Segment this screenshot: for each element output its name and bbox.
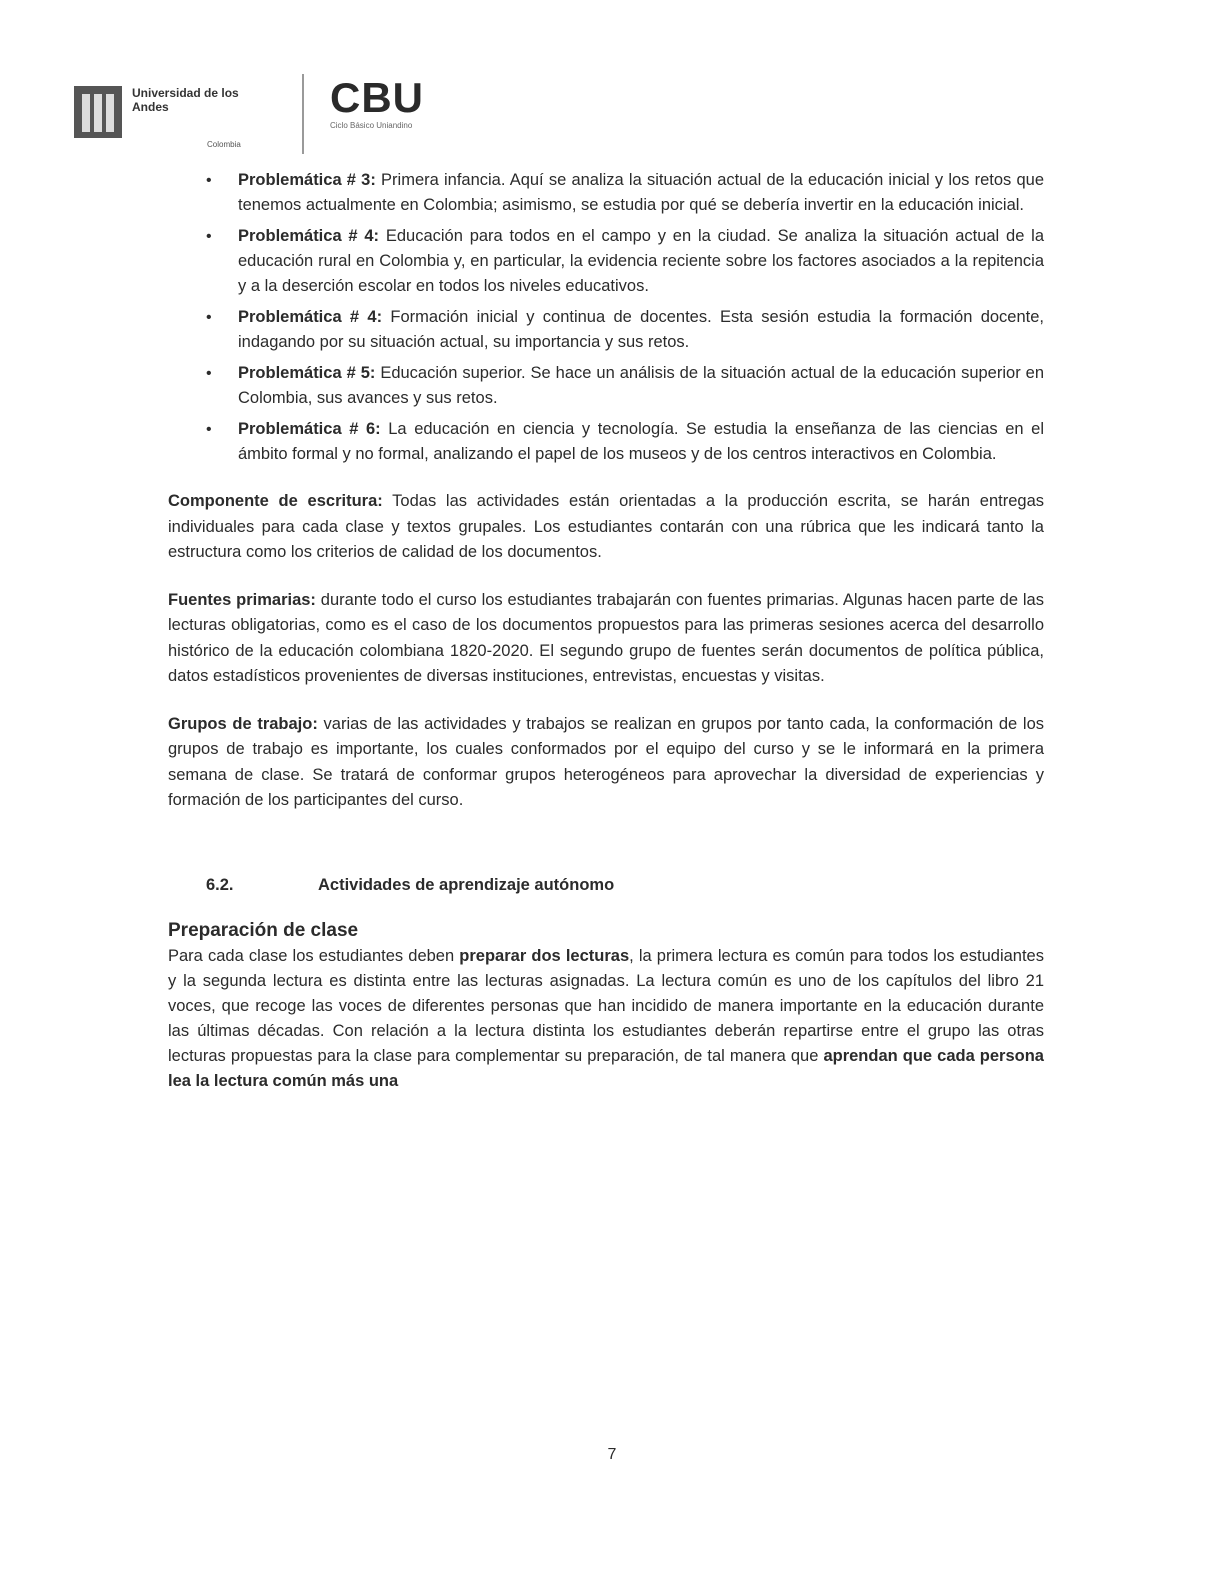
list-item: [168, 305, 1044, 355]
item-label: Problemática # 5:: [238, 364, 376, 382]
problematicas-list: [168, 168, 1044, 467]
bullet-icon: •: [206, 172, 212, 189]
escritura-paragraph: [168, 489, 1044, 566]
paragraph-text: , la primera lectura es común para todos los estudiantes y la segunda lectura es distinta entre las lecturas asignadas. La lectura común es uno de los capítulos del libro 21 voces, que recoge las voces de diferentes personas que han incidido de manera importante en la educación durante las últimas décadas. Con relación a la lectura distinta los estudiantes deberán repartirse entre el grupo las otras lecturas propuestas para la clase para complementar su preparación, de tal manera que: [168, 946, 1044, 1065]
paragraph-text: Todas las actividades están orientadas a la producción escrita, se harán entregas individuales para cada clase y textos grupales. Los estudiantes contarán con una rúbrica que les indicará tanto la estructura como los criterios de calidad de los documentos.: [168, 492, 1044, 561]
university-logo: [72, 80, 272, 152]
logo-divider: [302, 74, 304, 154]
paragraph-bold: preparar dos lecturas: [459, 946, 630, 965]
cbu-mark: CBU: [330, 74, 424, 121]
university-crest-icon: [72, 84, 124, 140]
paragraph-label: Fuentes primarias:: [168, 590, 316, 609]
cbu-logo: [330, 76, 440, 156]
university-sub: Colombia: [207, 140, 241, 149]
bullet-icon: •: [206, 228, 212, 245]
item-label: Problemática # 4:: [238, 308, 383, 326]
paragraph-text: varias de las actividades y trabajos se realizan en grupos por tanto cada, la conformación de los grupos de trabajo es importante, los cuales conformados por el equipo del curso y se le informará en la primera semana de clase. Se tratará de conformar grupos heterogéneos para aprovechar la diversidad de experiencias y formación de los participantes del curso.: [168, 714, 1044, 809]
item-text: Primera infancia. Aquí se analiza la situación actual de la educación inicial y los retos que tenemos actualmente en Colombia; asimismo, se estudia por qué se debería invertir en la educación inicial.: [238, 171, 1044, 214]
preparacion-heading: Preparación de clase: [168, 919, 359, 941]
bullet-icon: •: [206, 309, 212, 326]
cbu-subtitle: Ciclo Básico Uniandino: [330, 121, 413, 130]
list-item: [168, 224, 1044, 299]
section-heading: [168, 872, 1044, 898]
item-text: Educación superior. Se hace un análisis de la situación actual de la educación superior en Colombia, sus avances y sus retos.: [238, 364, 1044, 407]
paragraph-label: Componente de escritura:: [168, 492, 383, 510]
item-label: Problemática # 6:: [238, 420, 381, 438]
item-text: La educación en ciencia y tecnología. Se estudia la enseñanza de las ciencias en el ámbito formal y no formal, analizando el papel de los museos y de los centros interactivos en Colombia.: [238, 420, 1044, 463]
section-title: Actividades de aprendizaje autónomo: [318, 875, 615, 894]
list-item: [168, 168, 1044, 218]
paragraph-label: Grupos de trabajo:: [168, 714, 318, 733]
list-item: [168, 417, 1044, 467]
list-item: [168, 361, 1044, 411]
paragraph-text: durante todo el curso los estudiantes trabajarán con fuentes primarias. Algunas hacen parte de las lecturas obligatorias, como es el caso de los documentos propuestos para las primeras sesiones acerca del desarrollo histórico de la educación colombiana 1820-2020. El segundo grupo de fuentes serán documentos de política pública, datos estadísticos provenientes de diversas instituciones, entrevistas, encuestas y visitas.: [168, 590, 1044, 685]
page-number: 7: [607, 1446, 617, 1463]
item-text: Formación inicial y continua de docentes. Esta sesión estudia la formación docente, indagando por su situación actual, su importancia y sus retos.: [238, 308, 1045, 351]
fuentes-paragraph: [168, 588, 1044, 690]
grupos-paragraph: [168, 712, 1044, 814]
paragraph-bold: aprendan que cada persona lea la lectura común más una: [168, 1046, 1044, 1090]
bullet-icon: •: [206, 421, 212, 438]
item-label: Problemática # 3:: [238, 171, 376, 189]
section-number: 6.2.: [206, 875, 234, 894]
university-name: Universidad de los Andes: [132, 86, 239, 114]
paragraph-text: Para cada clase los estudiantes deben: [168, 946, 460, 965]
item-text: Educación para todos en el campo y en la ciudad. Se analiza la situación actual de la educación rural en Colombia y, en particular, la evidencia reciente sobre los factores asociados a la repitencia y a la deserción escolar en todos los niveles educativos.: [238, 227, 1045, 295]
bullet-icon: •: [206, 365, 212, 382]
preparacion-paragraph: [168, 944, 1044, 1094]
page-content: [168, 168, 1044, 1094]
item-label: Problemática # 4:: [238, 227, 380, 245]
